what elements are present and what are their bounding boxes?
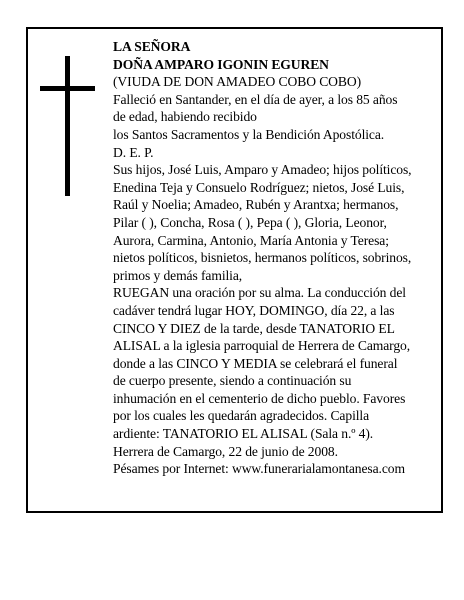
text-line: Sus hijos, José Luis, Amparo y Amadeo; hijos políticos,	[113, 162, 412, 178]
text-line: Pilar ( ), Concha, Rosa ( ), Pepa ( ), Gloria, Leonor,	[113, 214, 387, 230]
text-line: cadáver tendrá lugar HOY, DOMINGO, día 22, a las	[113, 302, 395, 318]
text-line: Raúl y Noelia; Amadeo, Rubén y Arantxa; hermanos,	[113, 197, 399, 213]
rip-line: D. E. P.	[113, 144, 154, 160]
text-line: nietos políticos, bisnietos, hermanos políticos, sobrinos,	[113, 250, 412, 266]
text-line: los Santos Sacramentos y la Bendición Apostólica.	[113, 126, 385, 142]
text-line: ardiente: TANATORIO EL ALISAL (Sala n.º 4).	[113, 426, 374, 442]
text-line: primos y demás familia,	[113, 267, 243, 283]
text-line: donde a las CINCO Y MEDIA se celebrará el funeral	[113, 355, 398, 371]
text-line: por los cuales les quedarán agradecidos. Capilla	[113, 408, 370, 424]
text-line: ALISAL a la iglesia parroquial de Herrera de Camargo,	[113, 338, 411, 354]
text-line: de edad, habiendo recibido	[113, 109, 257, 125]
widow-of-line: (VIUDA DE DON AMADEO COBO COBO)	[113, 74, 362, 90]
text-line: inhumación en el cementerio de dicho pueblo. Favores	[113, 390, 406, 406]
text-line: Falleció en Santander, en el día de ayer, a los 85 años	[113, 91, 398, 107]
obituary-title: LA SEÑORA	[113, 39, 191, 54]
deceased-name: DOÑA AMPARO IGONIN EGUREN	[113, 56, 329, 72]
obituary-text	[113, 38, 429, 478]
text-line: RUEGAN una oración por su alma. La conducción del	[113, 285, 406, 301]
condolences-line: Pésames por Internet: www.funerarialamontanesa.com	[113, 461, 405, 477]
cross-icon	[40, 56, 95, 196]
cross-vertical-bar	[65, 56, 70, 196]
text-line: Aurora, Carmina, Antonio, María Antonia y Teresa;	[113, 232, 389, 248]
date-line: Herrera de Camargo, 22 de junio de 2008.	[113, 443, 338, 459]
cross-horizontal-bar	[40, 86, 95, 91]
text-line: de cuerpo presente, siendo a continuación su	[113, 373, 352, 389]
text-line: Enedina Teja y Consuelo Rodríguez; nietos, José Luis,	[113, 179, 405, 195]
text-line: CINCO Y DIEZ de la tarde, desde TANATORIO EL	[113, 320, 395, 336]
